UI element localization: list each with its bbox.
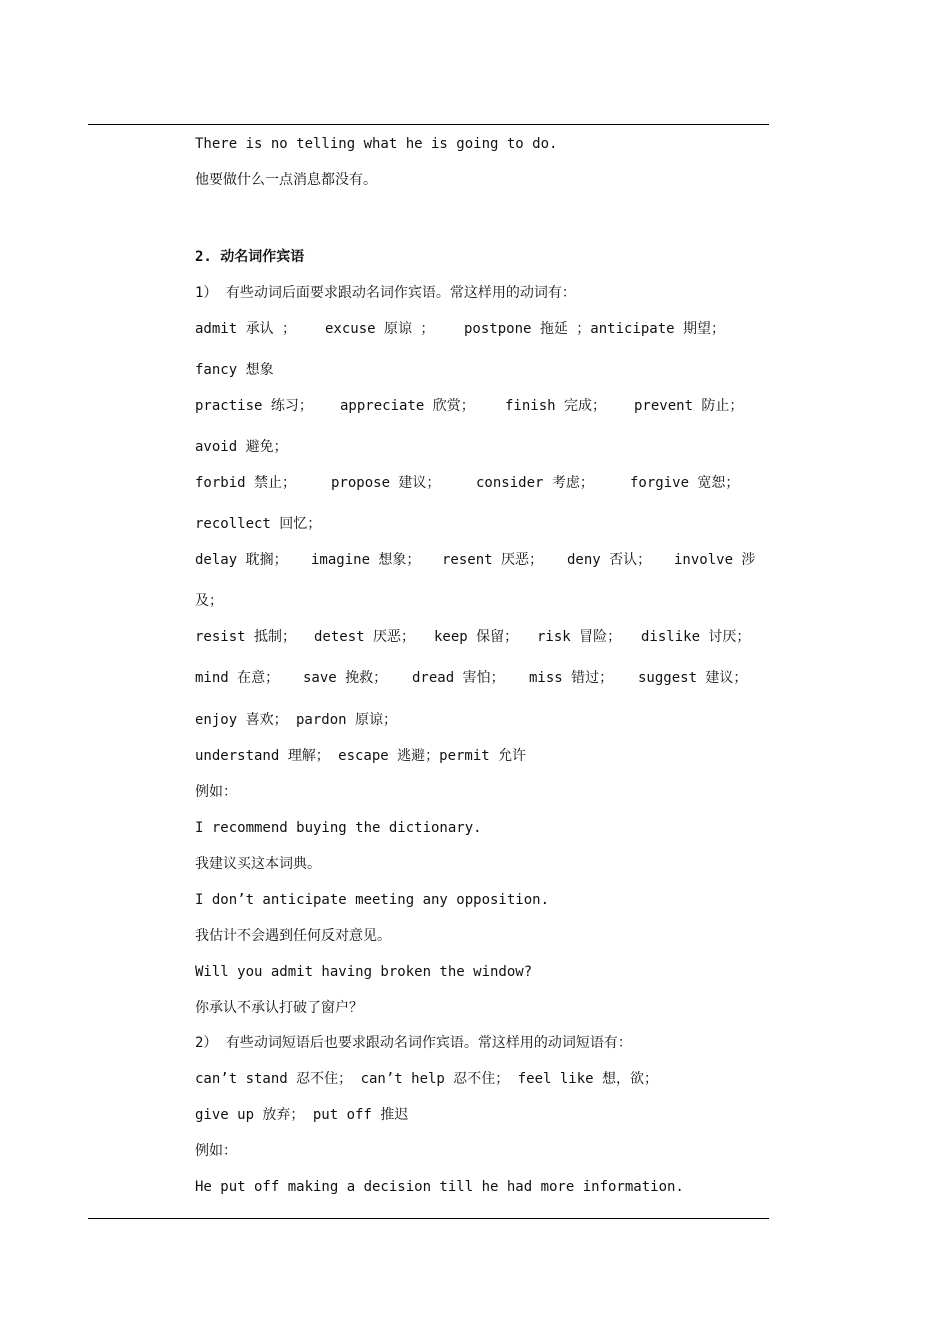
verb-entry: save 挽救； (303, 670, 388, 686)
verb-entry: keep 保留； (434, 629, 519, 645)
verb-entry: miss 错过； (529, 670, 614, 686)
verb-entry: fancy 想象 (195, 362, 274, 378)
verb-entry: suggest 建议； (638, 670, 748, 686)
verb-entry: mind 在意； (195, 670, 280, 686)
verb-entry: consider 考虑； (476, 475, 594, 491)
verb-entry: delay 耽搁； (195, 552, 288, 568)
example-sentence: I don’t anticipate meeting any opposition. (195, 892, 550, 908)
verb-entry: dread 害怕； (412, 670, 505, 686)
example-translation: 他要做什么一点消息都没有。 (195, 172, 377, 188)
example-translation: 我估计不会遇到任何反对意见。 (195, 928, 391, 944)
verb-entry: prevent 防止； (634, 398, 744, 414)
intro-text: 2） 有些动词短语后也要求跟动名词作宾语。常这样用的动词短语有： (195, 1035, 632, 1051)
verb-entry: forbid 禁止； (195, 475, 297, 491)
verb-entry: imagine 想象； (311, 552, 421, 568)
example-sentence: He put off making a decision till he had more information. (195, 1179, 684, 1195)
example-translation: 你承认不承认打破了窗户？ (195, 1000, 363, 1016)
example-label: 例如： (195, 1143, 237, 1159)
verb-entry: excuse 原谅 ； (325, 321, 435, 337)
example-translation: 我建议买这本词典。 (195, 856, 321, 872)
verb-entry: resist 抵制； (195, 629, 297, 645)
verb-entry: involve 涉 (674, 552, 756, 568)
verb-entry: risk 冒险； (537, 629, 622, 645)
verb-entry: forgive 宽恕； (630, 475, 740, 491)
verb-entry: recollect 回忆； (195, 516, 322, 532)
verb-entry: can’t stand 忍不住； can’t help 忍不住； feel like 想，欲； (195, 1071, 659, 1087)
example-sentence: I recommend buying the dictionary. (195, 820, 482, 836)
verb-entry: practise 练习； (195, 398, 313, 414)
verb-entry: dislike 讨厌； (641, 629, 751, 645)
section-heading: 2. 动名词作宾语 (195, 249, 305, 265)
example-sentence: There is no telling what he is going to do. (195, 136, 558, 152)
verb-entry: understand 理解； escape 逃避；permit 允许 (195, 748, 527, 764)
verb-entry: postpone 拖延 ；anticipate 期望； (464, 321, 726, 337)
verb-entry: 及； (195, 593, 223, 609)
verb-entry: detest 厌恶； (314, 629, 416, 645)
verb-entry: finish 完成； (505, 398, 607, 414)
intro-text: 1） 有些动词后面要求跟动名词作宾语。常这样用的动词有： (195, 285, 576, 301)
verb-entry: deny 否认； (567, 552, 652, 568)
verb-entry: give up 放弃； put off 推迟 (195, 1107, 409, 1123)
verb-entry: enjoy 喜欢； pardon 原谅； (195, 712, 398, 728)
verb-entry: avoid 避免； (195, 439, 288, 455)
verb-entry: resent 厌恶； (442, 552, 544, 568)
header-rule (88, 124, 769, 125)
verb-entry: appreciate 欣赏； (340, 398, 475, 414)
footer-rule (88, 1218, 769, 1219)
example-sentence: Will you admit having broken the window? (195, 964, 533, 980)
verb-entry: admit 承认 ； (195, 321, 297, 337)
verb-entry: propose 建议； (331, 475, 441, 491)
example-label: 例如： (195, 784, 237, 800)
